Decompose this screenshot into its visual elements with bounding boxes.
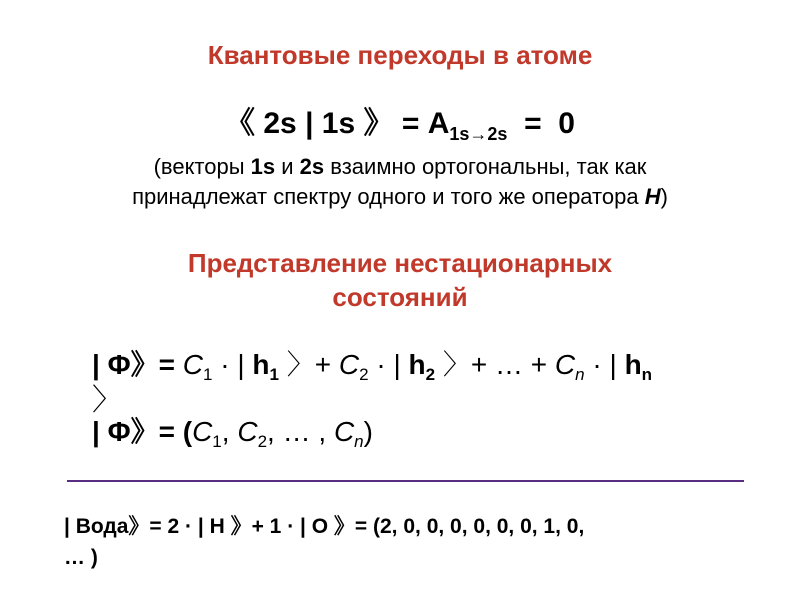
note-line-1 [0, 152, 800, 182]
col-cn: C [333, 416, 355, 447]
water-line-1: | Вода》= 2 · | H 》+ 1 · | O 》= (2, 0, 0, 0, 0, 0, 0, 1, 0, [64, 515, 585, 538]
col-sep-2: , … , [267, 416, 334, 447]
col-sep-1: , [221, 416, 238, 447]
dot-n: · | [584, 349, 625, 380]
expansion-close-bracket: 〉 [92, 384, 122, 417]
bracket-equation [0, 98, 800, 145]
bracket-rhs: = 0 [507, 107, 575, 140]
orthogonality-note [0, 152, 800, 212]
title-representation-line1: Представление нестационарных [187, 248, 613, 278]
dot-1: · | [212, 349, 253, 380]
coef-c2-sub: 2 [359, 365, 369, 384]
coef-c1-sub: 1 [202, 365, 213, 384]
phi-ket-2: | Φ》= ( [92, 416, 193, 447]
basis-hn-sub: n [641, 365, 653, 384]
note-operator: H [644, 184, 661, 209]
coef-cn-sub: n [575, 365, 585, 384]
basis-h2-sub: 2 [425, 365, 436, 384]
note-rest: взаимно ортогональны, так как [324, 154, 647, 179]
note-prefix: (векторы [153, 154, 251, 179]
title-quantum-transitions: Квантовые переходы в атоме [207, 40, 593, 70]
title-representation-line2: состояний [332, 282, 468, 312]
col-cn-sub: n [354, 432, 364, 451]
plus-ellipsis: 〉+ … + [435, 349, 555, 380]
note-line2-text: принадлежат спектру одного и того же оператора [132, 184, 645, 209]
note-line-2 [0, 182, 800, 212]
coef-c1: C [182, 349, 203, 380]
transition-subscript: 1s→2s [449, 124, 508, 144]
col-c2: C [237, 416, 258, 447]
col-close: ) [363, 416, 373, 447]
plus-1: 〉+ [278, 349, 339, 380]
state-column [92, 410, 373, 452]
dot-2: · | [368, 349, 409, 380]
coef-cn: C [554, 349, 576, 380]
basis-h1: h [252, 349, 270, 380]
basis-h1-sub: 1 [269, 365, 279, 384]
water-line-2: … ) [64, 546, 98, 569]
coef-c2: C [338, 349, 360, 380]
bracket-lhs: 《 2s | 1s 》 = A [225, 107, 450, 140]
note-and: и [275, 154, 300, 179]
state-expansion [92, 343, 652, 385]
note-vector-1s: 1s [250, 154, 276, 179]
note-close: ) [660, 184, 668, 209]
phi-ket: | Φ》= [92, 349, 183, 380]
col-c2-sub: 2 [257, 432, 268, 451]
water-example [64, 510, 584, 570]
note-vector-2s: 2s [299, 154, 325, 179]
basis-h2: h [408, 349, 426, 380]
col-c1-sub: 1 [212, 432, 222, 451]
basis-hn: h [624, 349, 642, 380]
col-c1: C [192, 416, 213, 447]
section-divider [67, 480, 744, 482]
